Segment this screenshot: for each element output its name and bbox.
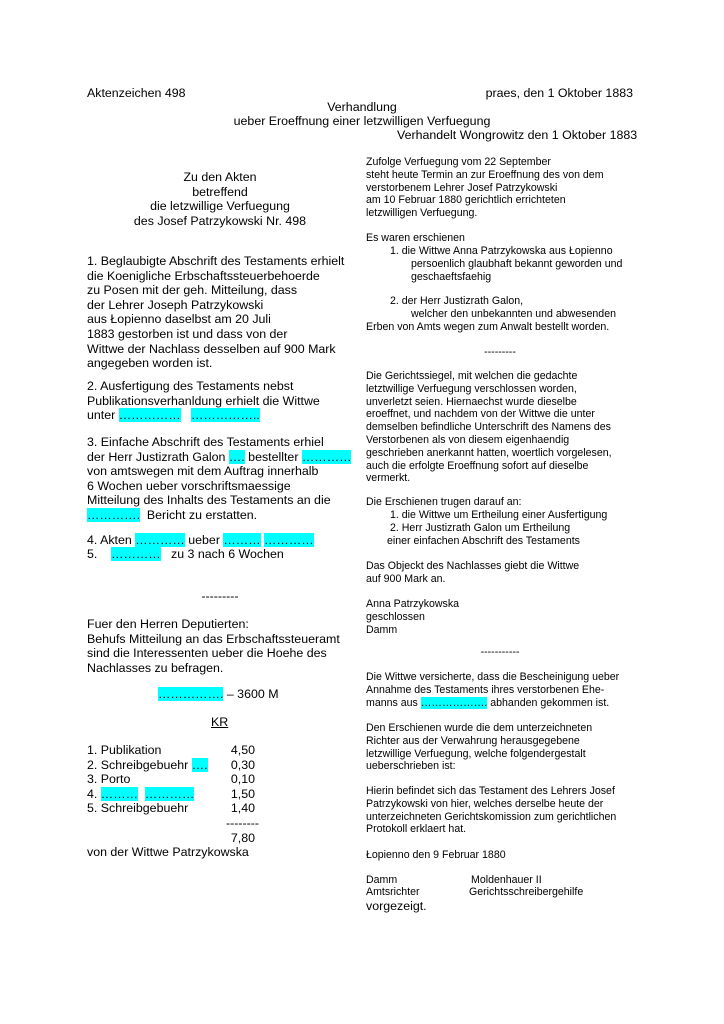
deputierten-block [87,617,340,675]
doc-place-date: Verhandelt Wongrowitz den 1 Oktober 1883 [397,128,638,142]
text: Bericht zu erstatten. [146,507,258,522]
amount-line [158,687,279,702]
item-2 [87,379,320,423]
text-line: verstorbenem Lehrer Josef Patrzykowski [366,181,558,194]
highlight-gap: ………… [144,786,195,801]
text-line: Mitteilung des Inhalts des Testaments an die [87,493,331,508]
text-line: angegeben worden ist. [87,356,213,371]
vorgezeigt: vorgezeigt. [366,899,427,913]
text-line: auf 900 Mark an. [366,572,446,585]
text-line: Die Gerichtssiegel, mit welchen die gedachte [366,370,578,382]
text-line: Fuer den Herren Deputierten: [87,617,249,631]
text-line: am 10 Februar 1880 gerichtlich errichteten [366,194,566,207]
text-line: sind die Interessenten ueber die Hoehe des [87,646,327,661]
text-line: von amtswegen mit dem Auftrag innerhalb [87,464,319,479]
testament-quote [366,785,616,836]
text-line: Damm [366,623,398,636]
text-line: Den Erschienen wurde die dem unterzeichneten [366,722,593,734]
fee-total-row [87,831,259,846]
text: zu 3 nach 6 Wochen [171,547,284,561]
text-line: geschrieben anerkannt hatten, woertlich vorgelesen, [366,446,612,459]
text-line: einer einfachen Abschrift des Testaments [387,535,580,547]
highlight-gap: ……………. [158,687,224,701]
text-line: aus Łopienno daselbst am 20 Juli [87,312,271,327]
text-line: steht heute Termin an zur Eroeffnung des von dem [366,168,604,181]
verwahrung-paragraph [366,722,592,773]
kr-heading: KR [211,715,229,729]
nachlass-paragraph [366,560,579,586]
item-4 [87,533,314,548]
text-line: Wittwe der Nachlass desselben auf 900 Mark [87,341,336,356]
fee-amount: 1,50 [230,786,255,801]
text-line: 2. Ausfertigung des Testaments nebst [87,379,294,393]
text: unter [87,408,116,423]
fee-sum-rule [87,816,259,831]
item-5 [87,547,284,562]
highlight-gap: …………. [87,507,141,522]
text: bestellter [248,449,299,464]
text-line: ueberschrieben ist: [366,760,456,773]
text-line: vermerkt. [366,472,411,485]
text-line: Verstorbenen als von diesem eigenhaendig [366,433,570,446]
text-line: persoenlich glaubhaft bekannt geworden und [411,258,623,270]
item-1 [87,254,344,371]
signer-name: Moldenhauer II [471,874,542,886]
text-line: 2. der Herr Justizrath Galon, [390,295,524,307]
text-line: eroeffnet, und nachdem von der Wittwe die unter [366,408,595,421]
file-number: Aktenzeichen 498 [87,86,186,100]
doc-title: Verhandlung [327,100,397,114]
text-line: der Lehrer Joseph Patrzykowski [87,297,264,312]
akten-line: Zu den Akten [183,170,257,184]
highlight-gap: ………… [264,533,314,547]
highlight-gap: ……… [100,786,138,801]
highlight-gap: ………… [111,547,161,561]
text-line: 1. die Wittwe um Ertheilung einer Ausfertigung [390,509,608,521]
highlight-gap: …………….. [190,408,260,423]
text-line: Publikationsverhanldung erhielt die Wittwe [87,393,320,408]
text-line: Zufolge Verfuegung vom 22 September [366,156,551,168]
fee-label: 5. Schreibgebuehr [87,801,189,816]
fee-row [87,787,259,802]
fee-footer: von der Wittwe Patrzykowska [87,845,249,860]
intro-paragraph [366,156,604,220]
highlight-gap: …………… [118,408,181,423]
text-line: zu Posen mit der geh. Mitteilung, dass [87,283,298,298]
text-line [87,508,351,523]
seal-paragraph [366,370,612,485]
header-date: praes, den 1 Oktober 1883 [485,86,633,100]
doc-subtitle: ueber Eroeffnung einer letzwilligen Verfuegung [233,114,491,128]
fee-amount: 0,30 [230,757,255,772]
text-line: geschaeftsfaehig [411,271,492,283]
fee-label: 2. Schreibgebuehr [87,757,189,772]
akten-line: betreffend [192,184,248,199]
text-line: letzwilligen Verfuegung. [366,207,478,220]
text-line [87,450,351,465]
signer-role: Amtsrichter [366,886,420,898]
text: ueber [188,533,220,547]
signer-role: Gerichtsschreibergehilfe [469,886,584,898]
highlight-gap: ………………. [420,696,488,709]
sum-line: -------- [225,815,259,830]
text: manns aus [366,696,418,709]
wittwe-paragraph [366,671,619,709]
text-line: letzwillige Verfuegung, welche folgendergestalt [366,747,586,760]
text-line: 1. die Wittwe Anna Patrzykowska aus Łopienno [390,245,613,257]
text-line: Annahme des Testaments ihres verstorbenen Ehe- [366,683,605,696]
text-line: geschlossen [366,610,425,623]
highlight-gap: ……… [223,533,261,547]
quote-date: Łopienno den 9 Februar 1880 [366,849,506,861]
fee-row [87,801,259,816]
text-line: 1883 gestorben ist und dass von der [87,326,288,341]
text-line: Die Erschienen trugen darauf an: [366,496,522,508]
text-line: Anna Patrzykowska [366,598,460,610]
fee-row [87,758,259,773]
separator: --------- [484,346,516,358]
text-line: die Koenigliche Erbschaftssteuerbehoerde [87,268,320,283]
text-line: Protokoll erklaert hat. [366,823,467,836]
text: der Herr Justizrath Galon [87,449,226,464]
separator: ----------- [480,646,520,658]
highlight-gap: ………… [135,533,185,547]
highlight-gap: …. [228,449,245,464]
highlight-gap: …. [191,757,208,772]
fee-amount: 4,50 [230,743,255,757]
signer-name: Damm [366,874,398,886]
fee-label: 3. Porto [87,772,131,787]
text-line: 1. Beglaubigte Abschrift des Testaments erhielt [87,254,345,268]
text: abhanden gekommen ist. [490,696,610,709]
akten-line: des Josef Patrzykowski Nr. 498 [133,213,307,228]
text-line: 2. Herr Justizrath Galon um Ertheilung [390,522,571,534]
text-line: Patrzykowski von hier, welches derselbe heute der [366,797,604,810]
text-line: welcher den unbekannten und abwesenden [411,308,616,320]
text-line [87,408,320,423]
text-line: Richter aus der Verwahrung herausgegebene [366,734,580,747]
fee-table [87,743,259,860]
fee-row [87,743,259,758]
akten-line: die letzwillige Verfuegung [150,199,290,214]
erschienen-heading: Es waren erschienen [366,232,465,244]
fee-amount: 1,40 [230,801,255,816]
text-line: Behufs Mitteilung an das Erbschaftssteueramt [87,631,340,646]
text-line: Hierin befindet sich das Testament des Lehrers Josef [366,785,615,797]
text: 5. [87,547,98,561]
text-line [366,697,619,710]
text-line: Die Wittwe versicherte, dass die Bescheinigung ueber [366,671,620,683]
text-line: unverletzt seien. Hiernaechst wurde dieselbe [366,395,577,408]
signature-block [366,598,459,636]
text-line: demselben befindliche Unterschrift des Namens des [366,421,611,434]
text-line: 6 Wochen ueber vorschriftsmaessige [87,478,291,493]
text: – 3600 M [223,687,279,701]
text-line: Das Objeckt des Nachlasses giebt die Wittwe [366,560,580,572]
item-3 [87,435,351,523]
fee-total: 7,80 [230,830,255,845]
text: 4. Akten [87,533,132,547]
highlight-gap: ………… [301,449,352,464]
text-line: Nachlasses zu befragen. [87,660,224,675]
akten-block [120,170,320,228]
separator: --------- [201,589,239,603]
fee-label: 4. [87,786,98,801]
fee-row [87,772,259,787]
text-line: unterzeichneten Gerichtskomission zum gerichtlichen [366,810,617,823]
fee-amount: 0,10 [230,772,255,787]
text-line: 3. Einfache Abschrift des Testaments erhiel [87,435,324,449]
text-line: letztwillige Verfuegung verschlossen worden, [366,382,577,395]
text-line: auch die erfolgte Eroeffnung sofort auf dieselbe [366,459,589,472]
text-line: Erben von Amts wegen zum Anwalt bestellt worden. [366,321,610,333]
fee-label: 1. Publikation [87,743,162,757]
